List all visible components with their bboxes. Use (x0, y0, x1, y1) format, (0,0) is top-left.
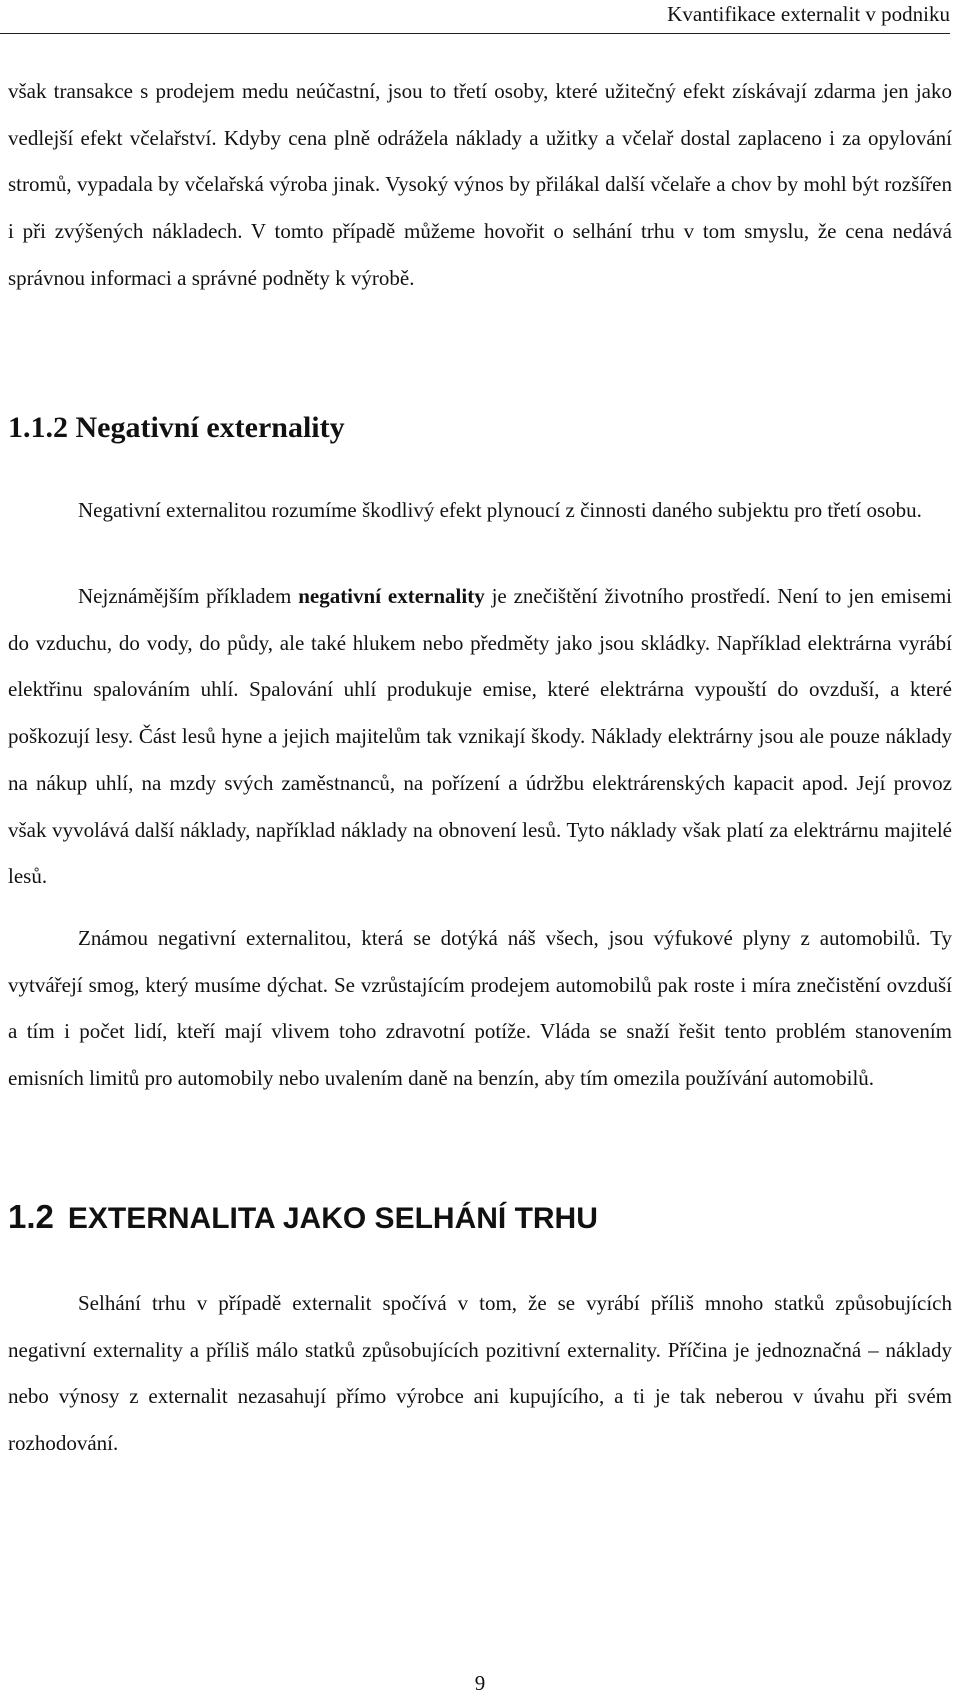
section-number: 1.2 (8, 1198, 54, 1235)
section-heading-negative-externalities: 1.1.2 Negativní externality (8, 411, 345, 444)
paragraph-pollination: však transakce s prodejem medu neúčastní, jsou to třetí osoby, které užitečný efekt získávají zdarma jen jako vedlejší efekt včelařství. Kdyby cena plně odrážela náklady a užitky a včelař dostal zaplaceno i za opylování stromů, vypadala by včelařská výroba jinak. Vysoký výnos by přilákal další včelaře a chov by mohl být rozšířen i při zvýšených nákladech. V tomto případě můžeme hovořit o selhání trhu v tom smyslu, že cena nedává správnou informaci a správné podněty k výrobě. (8, 79, 952, 290)
paragraph-car-exhaust: Známou negativní externalitou, která se dotýká náš všech, jsou výfukové plyny z automobilů. Ty vytvářejí smog, který musíme dýchat. Se vzrůstajícím prodejem automobilů pak roste i míra znečistění ovzduší a tím i počet lidí, kteří mají vlivem toho zdravotní potíže. Vláda se snaží řešit tento problém stanovením emisních limitů pro automobily nebo uvalením daně na benzín, aby tím omezila používání automobilů. (8, 926, 952, 1091)
paragraph-definition: Negativní externalitou rozumíme škodlivý efekt plynoucí z činnosti daného subjektu pro třetí osobu. (78, 498, 922, 522)
section-heading-market-failure (8, 1194, 598, 1242)
text-run: Nejznámějším příkladem (78, 584, 299, 608)
running-header: Kvantifikace externalit v podniku (0, 0, 950, 34)
bold-term: negativní externality (298, 584, 485, 608)
paragraph-power-plant-example (8, 573, 952, 900)
page-number: 9 (474, 1671, 486, 1695)
text-run: je znečištění životního prostředí. Není to jen emisemi do vzduchu, do vody, do půdy, ale také hlukem nebo předměty jako jsou skládky. Například elektrárna vyrábí elektřinu spalováním uhlí. Spalování uhlí produkuje emise, které elektrárna vypouští do ovzduší, a které poškozují lesy. Část lesů hyne a jejich majitelům tak vznikají škody. Náklady elektrárny jsou ale pouze náklady na nákup uhlí, na mzdy svých zaměstnanců, na pořízení a údržbu elektrárenských kapacit apod. Její provoz však vyvolává další náklady, například náklady na obnovení lesů. Tyto náklady však platí za elektrárnu majitelé lesů. (8, 584, 952, 889)
paragraph-market-failure: Selhání trhu v případě externalit spočívá v tom, že se vyrábí příliš mnoho statků způsobujících negativní externality a příliš málo statků způsobujících pozitivní externality. Příčina je jednoznačná – náklady nebo výnosy z externalit nezasahují přímo výrobce ani kupujícího, a ti je tak neberou v úvahu při svém rozhodování. (8, 1291, 952, 1456)
section-title: EXTERNALITA JAKO SELHÁNÍ TRHU (67, 1202, 598, 1235)
